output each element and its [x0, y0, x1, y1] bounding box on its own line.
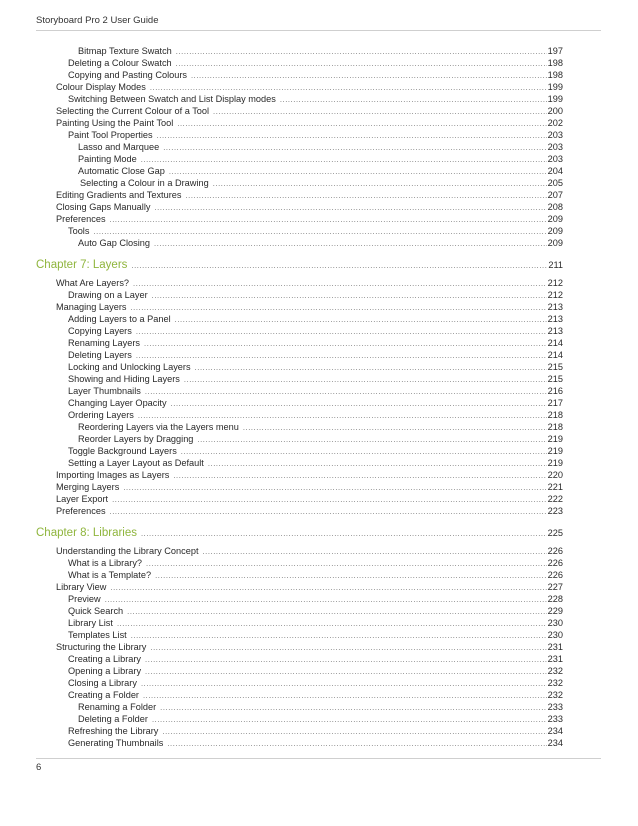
- toc-entry-page: 223: [547, 506, 563, 516]
- toc-entry-page: 204: [547, 166, 563, 176]
- toc-entry-page: 226: [547, 570, 563, 580]
- toc-entry-label: What is a Template?: [68, 570, 152, 580]
- toc-entry-label: Colour Display Modes: [56, 82, 146, 92]
- toc-entry[interactable]: [36, 433, 563, 445]
- dot-leader: [110, 213, 547, 225]
- toc-entry-label: Auto Gap Closing: [78, 238, 151, 248]
- dot-leader: [127, 605, 547, 617]
- toc-entry-page: 233: [547, 702, 563, 712]
- toc-entry[interactable]: [36, 653, 563, 665]
- toc-entry-label: Painting Mode: [78, 154, 137, 164]
- dot-leader: [176, 45, 547, 57]
- toc-entry-page: 214: [547, 350, 563, 360]
- toc-entry-label: Creating a Library: [68, 654, 142, 664]
- toc-entry-page: 219: [547, 434, 563, 444]
- toc-entry[interactable]: [36, 421, 563, 433]
- toc-entry[interactable]: [36, 153, 563, 165]
- dot-leader: [136, 349, 547, 361]
- toc-entry-page: 213: [547, 326, 563, 336]
- table-of-contents: [36, 45, 563, 749]
- dot-leader: [176, 57, 547, 69]
- dot-leader: [145, 653, 547, 665]
- toc-entry-page: 208: [547, 202, 563, 212]
- toc-entry[interactable]: [36, 605, 563, 617]
- toc-entry-page: 227: [547, 582, 563, 592]
- dot-leader: [208, 457, 547, 469]
- toc-entry-label: Quick Search: [68, 606, 124, 616]
- dot-leader: [157, 129, 547, 141]
- toc-entry[interactable]: [36, 225, 563, 237]
- toc-entry-page: 205: [547, 178, 563, 188]
- toc-entry-label: Setting a Layer Layout as Default: [68, 458, 204, 468]
- chapter-title: Chapter 8: Libraries: [36, 527, 137, 539]
- toc-entry-label: Preferences: [56, 506, 106, 516]
- dot-leader: [117, 617, 547, 629]
- dot-leader: [105, 593, 547, 605]
- toc-continued-section: [36, 45, 563, 249]
- dot-leader: [150, 641, 546, 653]
- dot-leader: [197, 433, 546, 445]
- toc-entry-label: Switching Between Swatch and List Display modes: [68, 94, 276, 104]
- toc-entry-label: Generating Thumbnails: [68, 738, 164, 748]
- toc-entry[interactable]: [36, 45, 563, 57]
- toc-entry-label: Adding Layers to a Panel: [68, 314, 171, 324]
- toc-entry-page: 230: [547, 630, 563, 640]
- toc-entry-page: 226: [547, 546, 563, 556]
- toc-entry-page: 229: [547, 606, 563, 616]
- toc-entry[interactable]: [36, 665, 563, 677]
- toc-entry[interactable]: [36, 397, 563, 409]
- toc-entry-page: 203: [547, 130, 563, 140]
- toc-entry-label: Painting Using the Paint Tool: [56, 118, 174, 128]
- toc-chapter-7[interactable]: [36, 258, 563, 272]
- dot-leader: [169, 165, 547, 177]
- toc-entry-label: Layer Thumbnails: [68, 386, 141, 396]
- toc-entry-label: Deleting Layers: [68, 350, 132, 360]
- dot-leader: [145, 385, 547, 397]
- dot-leader: [143, 689, 547, 701]
- toc-entry[interactable]: [36, 493, 563, 505]
- toc-entry[interactable]: [36, 481, 563, 493]
- toc-chapter-8-entries: [36, 545, 563, 749]
- dot-leader: [133, 277, 547, 289]
- toc-entry-label: Reorder Layers by Dragging: [78, 434, 194, 444]
- toc-entry-page: 202: [547, 118, 563, 128]
- dot-leader: [154, 201, 546, 213]
- toc-entry[interactable]: [36, 713, 563, 725]
- toc-entry[interactable]: [36, 301, 563, 313]
- toc-entry[interactable]: [36, 81, 563, 93]
- toc-entry-label: Managing Layers: [56, 302, 127, 312]
- toc-entry-page: 218: [547, 422, 563, 432]
- toc-entry[interactable]: [36, 445, 563, 457]
- toc-entry[interactable]: [36, 545, 563, 557]
- toc-entry-label: Showing and Hiding Layers: [68, 374, 180, 384]
- toc-entry-label: Selecting the Current Colour of a Tool: [56, 106, 210, 116]
- toc-entry-page: 216: [547, 386, 563, 396]
- toc-entry[interactable]: [36, 337, 563, 349]
- toc-entry-page: 197: [547, 46, 563, 56]
- toc-entry-label: Preferences: [56, 214, 106, 224]
- toc-entry-page: 231: [547, 654, 563, 664]
- toc-entry[interactable]: [36, 581, 563, 593]
- toc-entry-label: Locking and Unlocking Layers: [68, 362, 191, 372]
- dot-leader: [150, 81, 547, 93]
- toc-entry-page: 209: [547, 214, 563, 224]
- toc-entry-label: Tools: [68, 226, 90, 236]
- toc-entry-label: Renaming a Folder: [78, 702, 157, 712]
- chapter-title: Chapter 7: Layers: [36, 259, 128, 271]
- toc-entry[interactable]: [36, 677, 563, 689]
- dot-leader: [112, 493, 547, 505]
- toc-entry-page: 233: [547, 714, 563, 724]
- dot-leader: [162, 725, 546, 737]
- toc-entry-page: 207: [547, 190, 563, 200]
- toc-entry-page: 212: [547, 290, 563, 300]
- toc-entry-page: 199: [547, 94, 563, 104]
- toc-entry-label: Closing Gaps Manually: [56, 202, 151, 212]
- footer-rule: [36, 758, 601, 759]
- toc-entry[interactable]: [36, 325, 563, 337]
- toc-entry-page: 222: [547, 494, 563, 504]
- toc-entry[interactable]: [36, 289, 563, 301]
- dot-leader: [123, 481, 546, 493]
- toc-entry-page: 219: [547, 446, 563, 456]
- toc-entry[interactable]: [36, 201, 563, 213]
- toc-entry-label: Reordering Layers via the Layers menu: [78, 422, 239, 432]
- toc-entry-label: Paint Tool Properties: [68, 130, 153, 140]
- dot-leader: [130, 301, 546, 313]
- toc-entry-page: 198: [547, 70, 563, 80]
- toc-entry-label: Library List: [68, 618, 113, 628]
- toc-entry-page: 231: [547, 642, 563, 652]
- toc-entry-label: Automatic Close Gap: [78, 166, 165, 176]
- dot-leader: [131, 629, 547, 641]
- toc-entry-label: Creating a Folder: [68, 690, 139, 700]
- header-rule: [36, 30, 601, 31]
- dot-leader: [160, 701, 547, 713]
- toc-entry-page: 220: [547, 470, 563, 480]
- toc-entry[interactable]: [36, 129, 563, 141]
- toc-entry-label: Toggle Background Layers: [68, 446, 177, 456]
- dot-leader: [203, 545, 547, 557]
- toc-entry[interactable]: [36, 469, 563, 481]
- toc-entry-label: Understanding the Library Concept: [56, 546, 199, 556]
- dot-leader: [110, 581, 546, 593]
- toc-entry-page: 200: [547, 106, 563, 116]
- toc-entry-page: 226: [547, 558, 563, 568]
- toc-entry-label: Refreshing the Library: [68, 726, 159, 736]
- dot-leader: [167, 737, 546, 749]
- toc-entry[interactable]: [36, 313, 563, 325]
- toc-entry-label: What is a Library?: [68, 558, 143, 568]
- toc-entry[interactable]: [36, 725, 563, 737]
- dot-leader: [152, 289, 547, 301]
- toc-entry[interactable]: [36, 105, 563, 117]
- toc-entry[interactable]: [36, 189, 563, 201]
- chapter-page: 225: [547, 528, 563, 538]
- toc-entry-page: 203: [547, 154, 563, 164]
- toc-entry[interactable]: [36, 93, 563, 105]
- dot-leader: [191, 69, 547, 81]
- toc-entry-page: 215: [547, 362, 563, 372]
- toc-entry-label: Layer Export: [56, 494, 109, 504]
- toc-entry-label: Changing Layer Opacity: [68, 398, 167, 408]
- toc-entry-label: Copying Layers: [68, 326, 132, 336]
- dot-leader: [93, 225, 546, 237]
- toc-entry-label: Preview: [68, 594, 101, 604]
- toc-entry[interactable]: [36, 689, 563, 701]
- toc-entry-label: Drawing on a Layer: [68, 290, 148, 300]
- dot-leader: [163, 141, 546, 153]
- toc-entry-page: 213: [547, 314, 563, 324]
- toc-entry-page: 232: [547, 678, 563, 688]
- dot-leader: [110, 505, 547, 517]
- dot-leader: [141, 153, 547, 165]
- toc-entry-page: 232: [547, 690, 563, 700]
- toc-entry-page: 218: [547, 410, 563, 420]
- dot-leader: [144, 337, 547, 349]
- dot-leader: [136, 325, 547, 337]
- page-number: 6: [36, 762, 42, 773]
- toc-entry-page: 198: [547, 58, 563, 68]
- toc-entry[interactable]: [36, 701, 563, 713]
- dot-leader: [213, 177, 547, 189]
- toc-entry-page: 234: [547, 738, 563, 748]
- toc-entry-page: 213: [547, 302, 563, 312]
- toc-entry[interactable]: [36, 385, 563, 397]
- dot-leader: [152, 713, 547, 725]
- toc-entry[interactable]: [36, 361, 563, 373]
- toc-entry-label: Ordering Layers: [68, 410, 134, 420]
- toc-entry[interactable]: [36, 373, 563, 385]
- toc-chapter-8[interactable]: [36, 526, 563, 540]
- toc-entry-page: 217: [547, 398, 563, 408]
- toc-entry-label: Importing Images as Layers: [56, 470, 170, 480]
- dot-leader: [280, 93, 547, 105]
- toc-entry[interactable]: [36, 593, 563, 605]
- toc-entry-label: Lasso and Marquee: [78, 142, 160, 152]
- toc-entry-label: What Are Layers?: [56, 278, 130, 288]
- dot-leader: [154, 237, 547, 249]
- toc-entry-page: 219: [547, 458, 563, 468]
- toc-entry[interactable]: [36, 629, 563, 641]
- toc-entry[interactable]: [36, 505, 563, 517]
- toc-entry-label: Bitmap Texture Swatch: [78, 46, 172, 56]
- dot-leader: [195, 361, 547, 373]
- toc-entry[interactable]: [36, 349, 563, 361]
- running-header: Storyboard Pro 2 User Guide: [36, 15, 159, 26]
- dot-leader: [213, 105, 547, 117]
- toc-entry[interactable]: [36, 277, 563, 289]
- toc-entry-label: Copying and Pasting Colours: [68, 70, 187, 80]
- toc-entry-page: 234: [547, 726, 563, 736]
- dot-leader: [177, 117, 546, 129]
- toc-entry-label: Deleting a Colour Swatch: [68, 58, 172, 68]
- toc-entry[interactable]: [36, 69, 563, 81]
- toc-entry-label: Templates List: [68, 630, 127, 640]
- toc-entry-label: Editing Gradients and Textures: [56, 190, 182, 200]
- dot-leader: [141, 526, 547, 540]
- dot-leader: [131, 258, 547, 272]
- dot-leader: [184, 373, 547, 385]
- toc-entry-page: 209: [547, 226, 563, 236]
- toc-entry-label: Deleting a Folder: [78, 714, 148, 724]
- toc-entry-label: Closing a Library: [68, 678, 137, 688]
- toc-entry-label: Library View: [56, 582, 107, 592]
- toc-entry-label: Renaming Layers: [68, 338, 141, 348]
- toc-entry[interactable]: [36, 213, 563, 225]
- toc-entry-page: 215: [547, 374, 563, 384]
- toc-entry[interactable]: [36, 177, 563, 189]
- toc-entry[interactable]: [36, 117, 563, 129]
- toc-entry[interactable]: [36, 641, 563, 653]
- toc-entry[interactable]: [36, 165, 563, 177]
- toc-entry-page: 230: [547, 618, 563, 628]
- toc-entry[interactable]: [36, 237, 563, 249]
- toc-entry[interactable]: [36, 457, 563, 469]
- toc-entry-page: 214: [547, 338, 563, 348]
- toc-entry[interactable]: [36, 737, 563, 749]
- dot-leader: [175, 313, 547, 325]
- dot-leader: [145, 665, 547, 677]
- dot-leader: [243, 421, 547, 433]
- toc-entry[interactable]: [36, 557, 563, 569]
- toc-entry-page: 232: [547, 666, 563, 676]
- toc-entry-page: 228: [547, 594, 563, 604]
- toc-entry[interactable]: [36, 409, 563, 421]
- toc-entry-page: 221: [547, 482, 563, 492]
- toc-entry-label: Selecting a Colour in a Drawing: [80, 178, 209, 188]
- dot-leader: [185, 189, 546, 201]
- toc-entry-label: Opening a Library: [68, 666, 142, 676]
- toc-entry[interactable]: [36, 569, 563, 581]
- toc-entry-page: 203: [547, 142, 563, 152]
- toc-entry-label: Merging Layers: [56, 482, 120, 492]
- toc-entry-page: 199: [547, 82, 563, 92]
- toc-chapter-7-entries: [36, 277, 563, 517]
- toc-entry[interactable]: [36, 617, 563, 629]
- dot-leader: [138, 409, 547, 421]
- dot-leader: [141, 677, 547, 689]
- dot-leader: [171, 397, 547, 409]
- toc-entry[interactable]: [36, 57, 563, 69]
- dot-leader: [155, 569, 547, 581]
- dot-leader: [146, 557, 547, 569]
- dot-leader: [181, 445, 547, 457]
- chapter-page: 211: [548, 260, 563, 270]
- toc-entry-label: Structuring the Library: [56, 642, 147, 652]
- dot-leader: [173, 469, 546, 481]
- toc-entry-page: 212: [547, 278, 563, 288]
- toc-entry[interactable]: [36, 141, 563, 153]
- toc-entry-page: 209: [547, 238, 563, 248]
